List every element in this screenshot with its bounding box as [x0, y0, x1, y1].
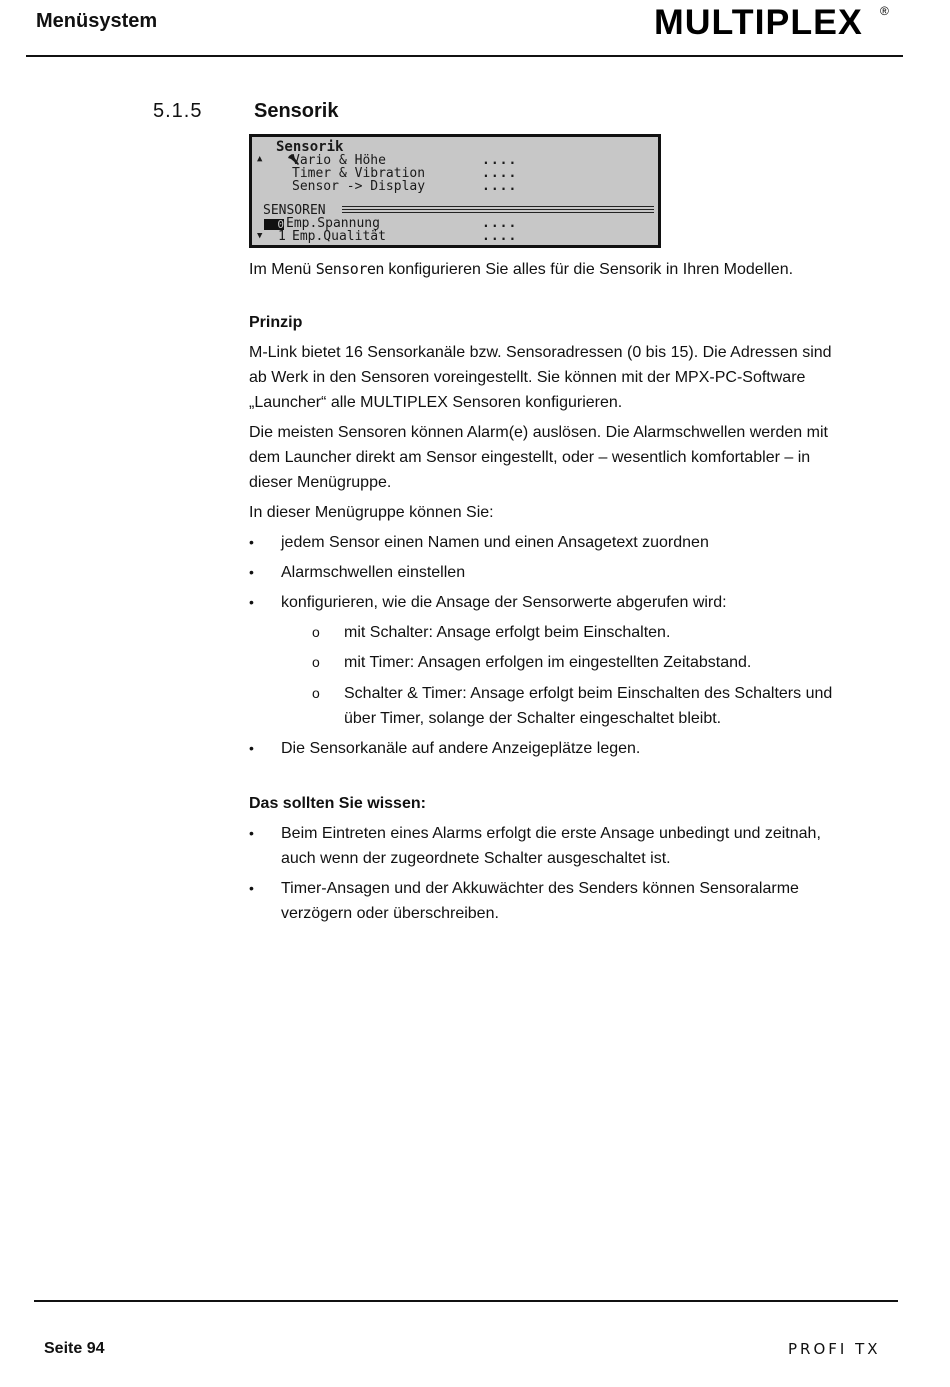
sub-bullet-marker: o: [312, 624, 320, 640]
page-number: Seite 94: [44, 1340, 105, 1357]
principle-paragraph-3: In dieser Menügruppe können Sie:: [249, 504, 494, 521]
lcd-sensor-label: Emp.Qualität: [292, 229, 386, 244]
lcd-menu-item: Sensor -> Display: [292, 179, 426, 194]
lcd-menu-item: Vario & Höhe: [292, 153, 386, 168]
sub-list-item: [344, 681, 904, 731]
header-title: Menüsystem: [36, 10, 158, 32]
lcd-menu-item: Timer & Vibration: [292, 166, 426, 181]
list-item: Die Sensorkanäle auf andere Anzeigeplätze legen.: [281, 740, 641, 757]
list-item: Alarmschwellen einstellen: [281, 564, 466, 581]
text-line: Schalter & Timer: Ansage erfolgt beim Einschalten des Schalters und: [344, 685, 833, 702]
text-line: dem Launcher direkt am Sensor eingestellt, oder – wesentlich komfortabler – in: [249, 449, 811, 466]
menu-name: Sensoren: [315, 260, 384, 278]
sub-bullet-marker: o: [312, 654, 320, 670]
text-line: auch wenn der zugeordnete Schalter ausgeschaltet ist.: [281, 850, 671, 867]
lcd-menu-value: ....: [482, 179, 518, 194]
text-line: verzögern oder überschreiben.: [281, 905, 499, 922]
notes-heading: Das sollten Sie wissen:: [249, 795, 426, 812]
lcd-cursor: 0: [264, 219, 284, 230]
lcd-menu-value: ....: [482, 166, 518, 181]
multiplex-logo: [654, 4, 894, 44]
scroll-down-icon: ▼: [257, 231, 263, 241]
section-number: 5.1.5: [153, 100, 203, 122]
list-item: jedem Sensor einen Namen und einen Ansagetext zuordnen: [281, 534, 709, 551]
intro-paragraph: [249, 257, 909, 282]
lcd-menu-value: ....: [482, 153, 518, 168]
footer-divider: [34, 1300, 898, 1302]
text-line: „Launcher“ alle MULTIPLEX Sensoren konfigurieren.: [249, 394, 623, 411]
text-line: über Timer, solange der Schalter eingeschaltet bleibt.: [344, 710, 722, 727]
header-divider: [26, 55, 903, 57]
lcd-group-rule: [342, 212, 654, 213]
text-line: ab Werk in den Sensoren voreingestellt. Sie können mit der MPX-PC-Software: [249, 369, 806, 386]
text-line: Beim Eintreten eines Alarms erfolgt die erste Ansage unbedingt und zeitnah,: [281, 825, 821, 842]
registered-mark: ®: [880, 4, 889, 18]
list-item: [281, 876, 901, 926]
bullet-marker: •: [249, 534, 254, 550]
sub-bullet-marker: o: [312, 685, 320, 701]
intro-text: Im Menü: [249, 261, 316, 278]
lcd-sensor-value: ....: [482, 229, 518, 244]
sub-list-item: mit Timer: Ansagen erfolgen im eingestellten Zeitabstand.: [344, 654, 752, 671]
text-line: dieser Menügruppe.: [249, 474, 392, 491]
bullet-marker: •: [249, 740, 254, 756]
product-name: PROFI TX: [788, 1340, 881, 1358]
bullet-marker: •: [249, 594, 254, 610]
text-line: Timer-Ansagen und der Akkuwächter des Senders können Sensoralarme: [281, 880, 799, 897]
bullet-marker: •: [249, 880, 254, 896]
list-item: [281, 821, 901, 871]
text-line: M-Link bietet 16 Sensorkanäle bzw. Sensoradressen (0 bis 15). Die Adressen sind: [249, 344, 832, 361]
principle-paragraph-2: [249, 420, 909, 495]
lcd-title: Sensorik: [276, 139, 344, 155]
bullet-marker: •: [249, 564, 254, 580]
logo-text: MULTIPLEX: [654, 3, 863, 42]
sub-list-item: mit Schalter: Ansage erfolgt beim Einschalten.: [344, 624, 671, 641]
bullet-marker: •: [249, 825, 254, 841]
lcd-group-rule: [342, 209, 654, 210]
lcd-group-rule: [342, 206, 654, 207]
list-item: konfigurieren, wie die Ansage der Sensorwerte abgerufen wird:: [281, 594, 727, 611]
scroll-up-icon: ▲: [257, 154, 263, 164]
section-title: Sensorik: [254, 100, 339, 122]
lcd-sensor-index: 1: [278, 229, 286, 244]
lcd-screen: [249, 134, 661, 248]
text-line: Die meisten Sensoren können Alarm(e) auslösen. Die Alarmschwellen werden mit: [249, 424, 828, 441]
principle-paragraph-1: [249, 340, 909, 415]
principle-heading: Prinzip: [249, 314, 303, 331]
lcd-sensor-value: ....: [482, 216, 518, 231]
lcd-sensor-label: Emp.Spannung: [286, 216, 380, 231]
lcd-group-label: SENSOREN: [263, 203, 326, 218]
intro-text: konfigurieren Sie alles für die Sensorik in Ihren Modellen.: [383, 261, 794, 278]
